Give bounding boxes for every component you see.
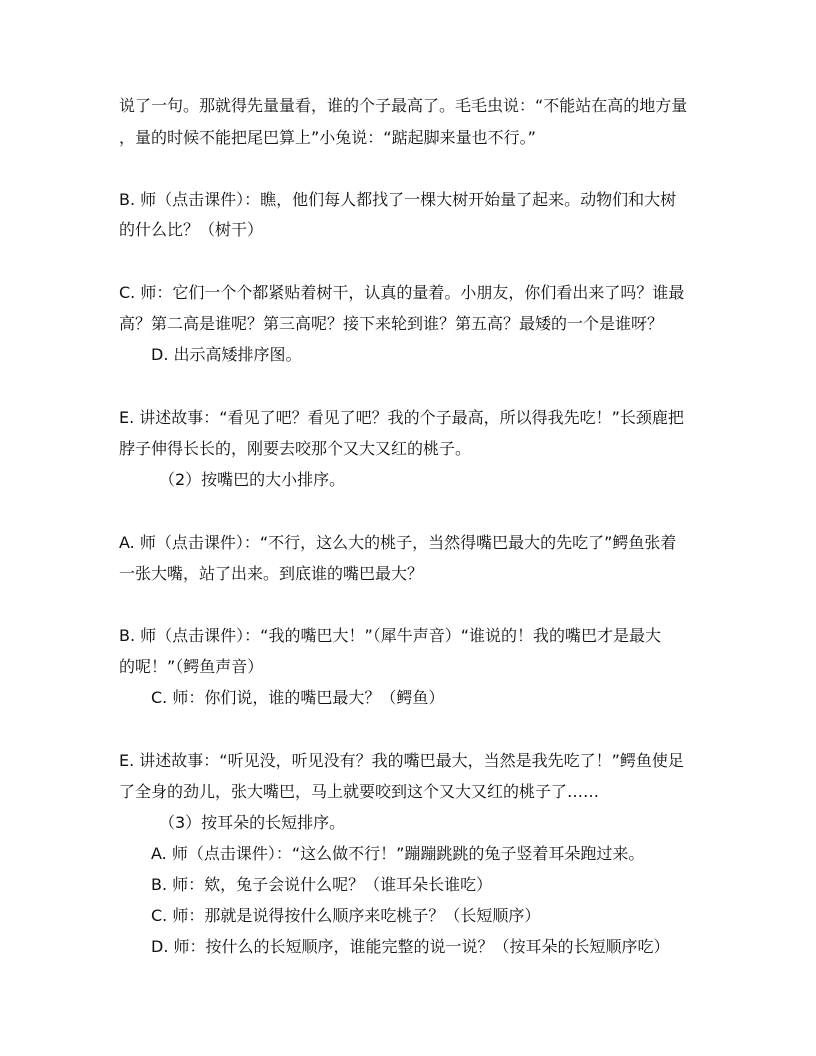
- text-line: B. 师（点击课件）：瞧，他们每人都找了一棵大树开始量了起来。动物们和大树: [119, 190, 677, 209]
- text-line: D. 师：按什么的长短顺序，谁能完整的说一说？（按耳朵的长短顺序吃）: [151, 937, 670, 956]
- text-line: 一张大嘴，站了出来。到底谁的嘴巴最大？: [119, 564, 424, 583]
- text-line: 脖子伸得长长的，刚要去咬那个又大又红的桃子。: [119, 439, 472, 458]
- text-line: ，量的时候不能把尾巴算上”小兔说：“踮起脚来量也不行。”: [119, 128, 536, 147]
- text-line: 高？第二高是谁呢？第三高呢？接下来轮到谁？第五高？最矮的一个是谁呀？: [119, 314, 664, 333]
- text-line: A. 师（点击课件）：“不行，这么大的桃子，当然得嘴巴最大的先吃了”鳄鱼张着: [119, 533, 677, 552]
- text-line: E. 讲述故事：“看见了吧？看见了吧？我的个子最高，所以得我先吃！”长颈鹿把: [119, 408, 684, 427]
- text-line: C. 师：那就是说得按什么顺序来吃桃子？（长短顺序）: [151, 906, 541, 925]
- text-line: 说了一句。那就得先量量看，谁的个子最高了。毛毛虫说：“不能站在高的地方量: [119, 96, 688, 115]
- text-line: C. 师：你们说，谁的嘴巴最大？（鳄鱼）: [151, 688, 445, 707]
- text-line: B. 师：欸，兔子会说什么呢？（谁耳朵长谁吃）: [151, 875, 493, 894]
- text-line: C. 师：它们一个个都紧贴着树干，认真的量着。小朋友，你们看出来了吗？谁最: [119, 283, 685, 302]
- text-line: 了全身的劲儿，张大嘴巴，马上就要咬到这个又大又红的桃子了……: [119, 782, 600, 801]
- text-line: D. 出示高矮排序图。: [151, 345, 302, 364]
- text-line: 的什么比？（树干）: [119, 220, 264, 239]
- text-line: A. 师（点击课件）：“这么做不行！”蹦蹦跳跳的兔子竖着耳朵跑过来。: [151, 844, 645, 863]
- section-heading: （2）按嘴巴的大小排序。: [159, 470, 346, 489]
- text-line: B. 师（点击课件）：“我的嘴巴大！”（犀牛声音）“谁说的！我的嘴巴才是最大: [119, 626, 662, 645]
- section-heading: （3）按耳朵的长短排序。: [159, 813, 346, 832]
- text-line: E. 讲述故事：“听见没，听见没有？我的嘴巴最大，当然是我先吃了！”鳄鱼使足: [119, 751, 684, 770]
- text-line: 的呢！”（鳄鱼声音）: [119, 657, 264, 676]
